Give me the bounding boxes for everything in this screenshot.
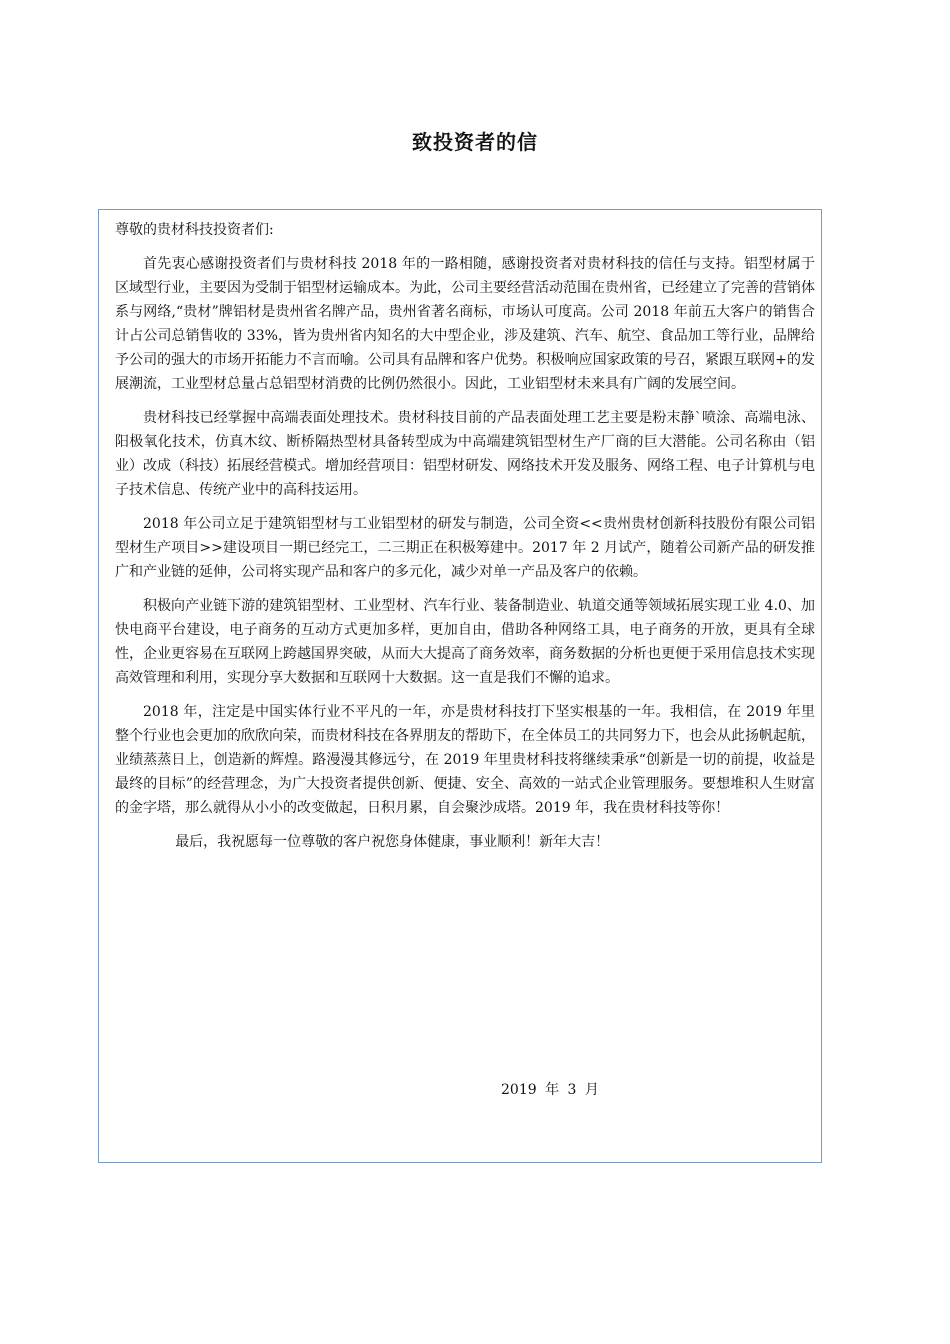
closing-wish: 最后，我祝愿每一位尊敬的客户祝您身体健康，事业顺利！新年大吉！	[175, 834, 610, 850]
letter-date: 2019 年 3 月	[501, 1082, 599, 1098]
paragraph-outlook: 2018 年，注定是中国实体行业不平凡的一年，亦是贵材科技打下坚实根基的一年。我相信，在 2019 年里整个行业也会更加的欣欣向荣，而贵材科技在各界朋友的帮助下，在全体员工的共同努力下，也会从此扬帆起航，业绩蒸蒸日上，创造新的辉煌。路漫漫其修远兮，在 2019 年里贵材科技将继续秉承“创新是一切的前提，收益是最终的目标”的经营理念，为广大投资者提供创新、便捷、安全、高效的一站式企业管理服务。要想堆积人生财富的金字塔，那么就得从小小的改变做起，日积月累，自会聚沙成塔。2019 年，我在贵材科技等你！	[115, 704, 815, 816]
paragraph-ecommerce: 积极向产业链下游的建筑铝型材、工业型材、汽车行业、装备制造业、轨道交通等领域拓展实现工业 4.0、加快电商平台建设，电子商务的互动方式更加多样，更加自由，借助各种网络工具，电子商务的开放，更具有全球性，企业更容易在互联网上跨越国界突破，从而大大提高了商务效率，商务数据的分析也更便于采用信息技术实现高效管理和利用，实现分享大数据和互联网十大数据。这一直是我们不懈的追求。	[115, 598, 815, 686]
paragraph-technology: 贵材科技已经掌握中高端表面处理技术。贵材科技目前的产品表面处理工艺主要是粉末静`喷涂、高端电泳、阳极氧化技术，仿真木纹、断桥隔热型材具备转型成为中高端建筑铝型材生产厂商的巨大潜能。公司名称由（铝业）改成（科技）拓展经营模式。增加经营项目：铝型材研发、网络技术开发及服务、网络工程、电子计算机与电子技术信息、传统产业中的高科技运用。	[115, 410, 815, 498]
paragraph-production: 2018 年公司立足于建筑铝型材与工业铝型材的研发与制造，公司全资<<贵州贵材创新科技股份有限公司铝型材生产项目>>建设项目一期已经完工，二三期正在积极筹建中。2017 年 2 月试产，随着公司新产品的研发推广和产业链的延伸，公司将实现产品和客户的多元化，减少对单一产品及客户的依赖。	[115, 516, 815, 580]
salutation: 尊敬的贵材科技投资者们:	[115, 222, 274, 238]
page-title: 致投资者的信	[412, 130, 538, 154]
letter-body	[115, 218, 815, 877]
paragraph-gratitude: 首先衷心感谢投资者们与贵材科技 2018 年的一路相随，感谢投资者对贵材科技的信任与支持。铝型材属于区域型行业，主要因为受制于铝型材运输成本。为此，公司主要经营活动范围在贵州省，已经建立了完善的营销体系与网络,“贵材”牌铝材是贵州省名牌产品，贵州省著名商标，市场认可度高。公司 2018 年前五大客户的销售合计占公司总销售收的 33%，皆为贵州省内知名的大中型企业，涉及建筑、汽车、航空、食品加工等行业，品牌给予公司的强大的市场开拓能力不言而喻。公司具有品牌和客户优势。积极响应国家政策的号召，紧跟互联网+的发展潮流，工业型材总量占总铝型材消费的比例仍然很小。因此，工业铝型材未来具有广阔的发展空间。	[115, 256, 815, 392]
